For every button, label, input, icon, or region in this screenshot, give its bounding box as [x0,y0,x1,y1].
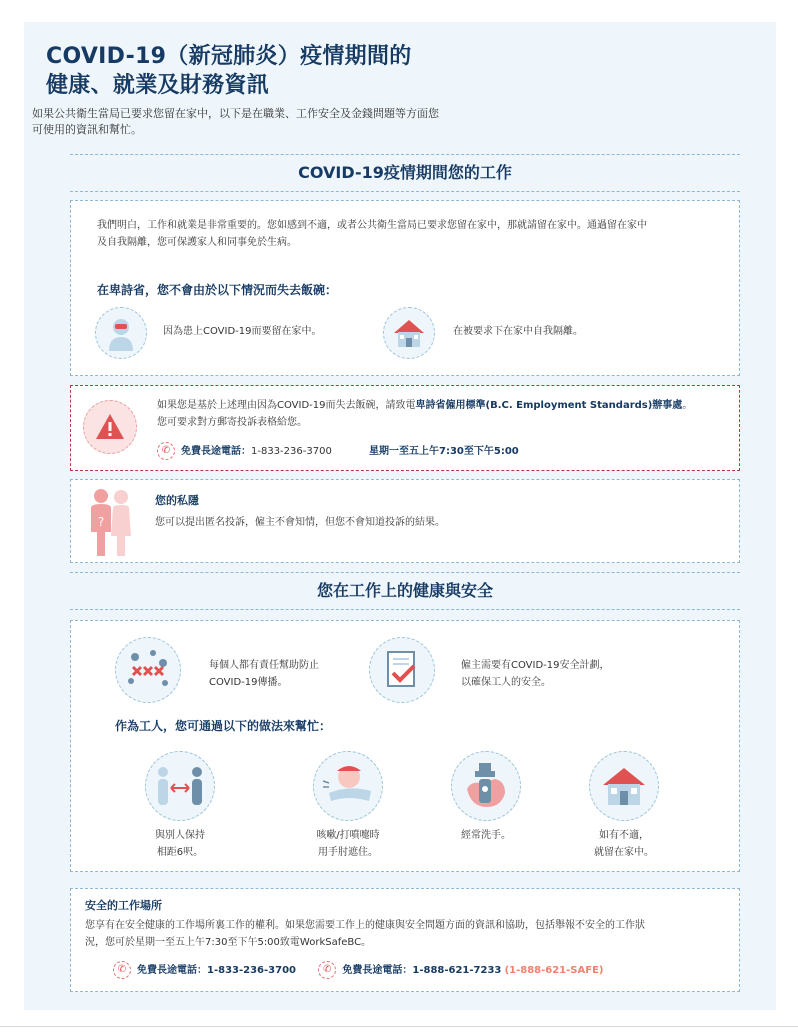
work-paragraph-line-1: 我們明白，工作和就業是非常重要的。您如感到不適，或者公共衛生當局已要求您留在家中，那就請留在家中。通過留在家中 [97,220,647,231]
workplace-phone2-alt: (1-888-621-SAFE) [504,965,604,976]
privacy-text: 您可以提出匿名投訴，僱主不會知情，但您不會知道投訴的結果。 [155,517,445,528]
employment-standards-office: 卑詩省僱用標準(B.C. Employment Standards)辦事處 [415,400,683,411]
privacy-box [70,479,740,563]
section-heading-safety [70,572,740,610]
distance-icon [145,751,215,821]
tip-handwash [436,827,536,844]
work-paragraph [97,217,727,251]
handwash-icon [451,751,521,821]
tip-cough-line-1: 咳嗽/打噴嚏時 [316,830,380,841]
alert-line-2: 您可要求對方郵寄投訴表格給您。 [157,417,307,428]
condition-sick: 因為患上COVID-19而要留在家中。 [163,326,322,337]
safe-workplace-heading: 安全的工作場所 [85,899,162,912]
workplace-phone2-label: 免費長途電話： [342,965,413,976]
work-paragraph-line-2: 及自我隔離，您可保護家人和同事免於生病。 [97,237,297,248]
tip-stay-home [574,827,674,861]
house-icon [383,307,435,359]
title-line-1: COVID-19（新冠肺炎）疫情期間的 [46,44,412,69]
page-bottom-divider [0,1026,798,1027]
alert-text [157,397,727,431]
section-heading-safety-text: 您在工作上的健康與安全 [316,581,493,600]
tip-distance-line-1: 與別人保持 [155,830,205,841]
safety-box [70,620,740,872]
phone-icon: ✆ [113,961,131,979]
intro-text [32,106,522,138]
title-line-2: 健康、就業及財務資訊 [46,73,270,98]
alert-phone-number[interactable]: 1-833-236-3700 [251,446,332,457]
workplace-phone1-number[interactable]: 1-833-236-3700 [207,965,296,976]
worker-help-heading: 作為工人，您可通過以下的做法來幫忙： [115,719,332,733]
privacy-people-icon [87,486,135,558]
safety-plan-line-1: 僱主需要有COVID-19安全計劃， [461,660,610,671]
tip-stay-home-line-1: 如有不適， [599,830,649,841]
alert-line-1 [157,397,727,414]
tip-cough-line-2: 用手肘遮住。 [318,847,378,858]
workplace-phone1-label: 免費長途電話： [137,965,207,976]
phone-icon: ✆ [318,961,336,979]
tip-distance-line-2: 相距6呎。 [156,847,204,858]
tip-cough [288,827,408,861]
tip-handwash-line-1: 經常洗手。 [461,830,511,841]
prevent-spread-line-1: 每個人都有責任幫助防止 [209,660,319,671]
virus-spread-icon [115,637,181,703]
condition-self-isolate: 在被要求下在家中自我隔離。 [453,326,583,337]
workplace-phone-row [113,961,733,979]
workplace-phone2-number[interactable]: 1-888-621-7233 [412,965,502,976]
alert-line-1-prefix: 如果您是基於上述理由因為COVID-19而失去飯碗，請致電 [157,400,416,411]
sick-person-icon [95,307,147,359]
stay-home-icon [589,751,659,821]
job-protection-heading: 在卑詩省，您不會由於以下情況而失去飯碗： [97,283,338,297]
employment-standards-alert [70,385,740,471]
phone-icon: ✆ [157,442,175,460]
section-heading-work-text: COVID-19疫情期間您的工作 [298,163,512,182]
document-page [24,22,776,1010]
checklist-icon [369,637,435,703]
section-heading-work [70,154,740,192]
alert-hours: 星期一至五上午7:30至下午5:00 [369,446,519,457]
safe-workplace-box [70,888,740,992]
prevent-spread-line-2: COVID-19傳播。 [209,677,288,688]
intro-line-1: 如果公共衛生當局已要求您留在家中，以下是在職業、工作安全及金錢問題等方面您 [32,107,439,120]
safe-workplace-line-2: 況，您可於星期一至五上午7:30至下午5:00致電WorkSafeBC。 [85,937,372,948]
svg-text:?: ? [97,515,105,529]
tip-distance [130,827,230,861]
tip-stay-home-line-2: 就留在家中。 [594,847,654,858]
alert-line-1-suffix: 。 [682,400,693,411]
alert-phone-label: 免費長途電話： [181,446,251,457]
work-info-box [70,200,740,376]
warning-icon [83,400,137,454]
prevent-spread-text [209,657,319,691]
privacy-heading: 您的私隱 [155,494,199,507]
safe-workplace-line-1: 您享有在安全健康的工作場所裏工作的權利。如果您需要工作上的健康與安全問題方面的資訊和協助，包括舉報不安全的工作狀 [85,920,645,931]
safety-plan-line-2: 以確保工人的安全。 [461,677,551,688]
page-title [46,42,412,100]
safety-plan-text [461,657,610,691]
safe-workplace-text [85,917,731,951]
intro-line-2: 可使用的資訊和幫忙。 [32,123,142,136]
cough-elbow-icon [313,751,383,821]
alert-phone-row [157,442,727,460]
